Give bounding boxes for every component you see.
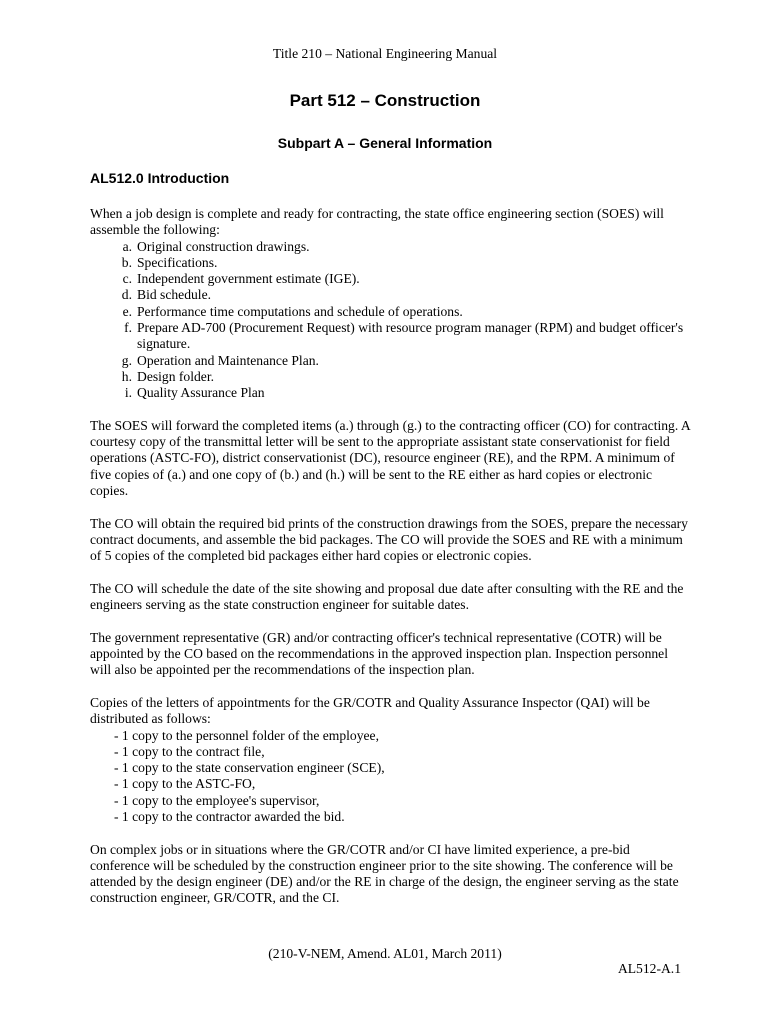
- list-item: [90, 255, 690, 271]
- intro-paragraph: When a job design is complete and ready for contracting, the state office engineering section (SOES) will assemble the following:: [90, 206, 664, 238]
- list-item-text: Operation and Maintenance Plan.: [137, 352, 319, 368]
- list-item: [90, 353, 690, 369]
- deliverables-list: [90, 239, 690, 402]
- list-item: [90, 369, 690, 385]
- copies-paragraph: Copies of the letters of appointments for the GR/COTR and Quality Assurance Inspector (QAI) will be distributed as follows:: [90, 694, 650, 727]
- section-title: AL512.0 Introduction: [90, 170, 230, 186]
- co-schedule-paragraph: The CO will schedule the date of the site showing and proposal due date after consulting with the RE and the engineers serving as the state construction engineer for suitable dates.: [90, 580, 684, 613]
- list-item: [90, 287, 690, 303]
- distribution-item: - 1 copy to the employee's supervisor,: [114, 792, 320, 808]
- list-marker: a.: [122, 238, 132, 254]
- list-item-text: Design folder.: [137, 368, 215, 384]
- distribution-item: - 1 copy to the state conservation engineer (SCE),: [114, 760, 385, 776]
- gr-paragraph: The government representative (GR) and/or contracting officer's technical representative (COTR) will be appointed by the CO based on the recommendations in the approved inspection plan. Inspection personnel will also be appointed per the recommendations of the inspection plan.: [90, 629, 668, 678]
- list-item-text: Prepare AD-700 (Procurement Request) with resource program manager (RPM) and budget officer's signature.: [137, 320, 684, 352]
- document-body: [90, 206, 690, 907]
- complex-jobs-paragraph: On complex jobs or in situations where the GR/COTR and/or CI have limited experience, a pre-bid conference will be scheduled by the construction engineer prior to the site showing. The conference will be attended by the design engineer (DE) and/or the RE in charge of the design, the engineer serving as the state construction engineer, GR/COTR, and the CI.: [90, 841, 679, 906]
- distribution-item: - 1 copy to the contract file,: [114, 743, 265, 759]
- soes-paragraph: The SOES will forward the completed items (a.) through (g.) to the contracting officer (CO) for contracting. A courtesy copy of the transmittal letter will be sent to the appropriate assistant state conservationist for field operations (ASTC-FO), district conservationist (DC), resource engineer (RE), and the RPM. A minimum of five copies of (a.) and one copy of (b.) and (h.) will be sent to the RE either as hard copies or electronic copies.: [90, 417, 690, 499]
- page-footer: (210-V-NEM, Amend. AL01, March 2011): [268, 946, 502, 961]
- list-item: [90, 385, 690, 401]
- page-number: AL512-A.1: [617, 961, 681, 976]
- co-bid-paragraph: The CO will obtain the required bid prints of the construction drawings from the SOES, prepare the necessary contract documents, and assemble the bid packages. The CO will provide the SOES and RE with a minimum of 5 copies of the completed bid packages either hard copies or electronic copies.: [90, 515, 688, 564]
- list-item-text: Performance time computations and schedule of operations.: [137, 303, 463, 319]
- distribution-item: - 1 copy to the ASTC-FO,: [114, 776, 256, 792]
- list-item: [90, 320, 690, 353]
- list-marker: e.: [122, 303, 132, 319]
- list-marker: f.: [124, 320, 132, 336]
- list-item: [90, 239, 690, 255]
- list-item-text: Original construction drawings.: [137, 238, 310, 254]
- list-marker: h.: [121, 368, 132, 384]
- distribution-item: - 1 copy to the contractor awarded the bid.: [114, 808, 345, 824]
- part-title: Part 512 – Construction: [289, 91, 481, 110]
- list-item-text: Quality Assurance Plan: [137, 385, 265, 401]
- list-marker: d.: [121, 287, 132, 303]
- list-marker: i.: [124, 385, 132, 401]
- list-item-text: Specifications.: [137, 254, 218, 270]
- list-item-text: Bid schedule.: [137, 287, 211, 303]
- list-item: [90, 304, 690, 320]
- list-item-text: Independent government estimate (IGE).: [137, 271, 360, 287]
- subpart-title: Subpart A – General Information: [277, 135, 493, 151]
- list-item: [90, 271, 690, 287]
- list-marker: g.: [121, 352, 132, 368]
- running-header: Title 210 – National Engineering Manual: [272, 46, 498, 61]
- list-marker: b.: [121, 254, 132, 270]
- list-marker: c.: [122, 271, 132, 287]
- distribution-list: [90, 728, 690, 826]
- distribution-item: - 1 copy to the personnel folder of the employee,: [114, 727, 379, 743]
